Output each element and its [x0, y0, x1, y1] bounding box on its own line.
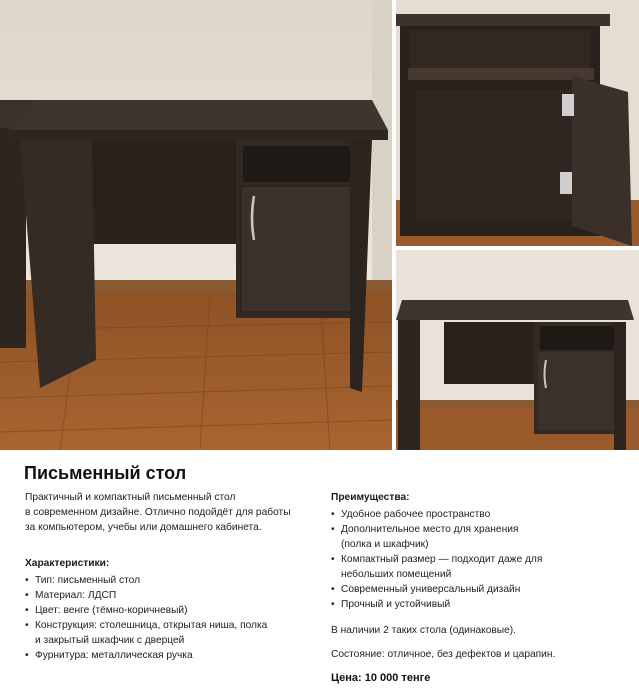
advantage-item: • Современный универсальный дизайн	[331, 582, 631, 597]
cabinet-open-illustration	[396, 0, 639, 246]
listing-title: Письменный стол	[24, 463, 187, 483]
spec-item: • Конструкция: столешница, открытая ниша, полка и закрытый шкафчик с дверцей	[25, 618, 315, 648]
advantage-item: • Компактный размер — подходит даже для небольших помещений	[331, 552, 631, 582]
listing-description	[25, 490, 315, 535]
condition-text: Состояние: отличное, без дефектов и царапин.	[331, 649, 556, 660]
advantages-list	[331, 507, 631, 612]
advantage-item: • Прочный и устойчивый	[331, 597, 631, 612]
availability-text: В наличии 2 таких стола (одинаковые).	[331, 625, 517, 636]
spec-item: • Фурнитура: металлическая ручка	[25, 648, 315, 663]
description-line: за компьютером, учебы или домашнего кабинета.	[25, 522, 262, 533]
advantages-heading: Преимущества:	[331, 492, 410, 503]
advantage-item: • Дополнительное место для хранения (полка и шкафчик)	[331, 522, 631, 552]
desk-front-illustration	[0, 0, 392, 450]
spec-item: • Цвет: венге (тёмно-коричневый)	[25, 603, 315, 618]
left-column	[25, 490, 315, 663]
photo-desk-second[interactable]	[396, 250, 639, 450]
advantage-item: • Удобное рабочее пространство	[331, 507, 631, 522]
desk-second-illustration	[396, 250, 639, 450]
spec-item: • Тип: письменный стол	[25, 573, 315, 588]
spec-item: • Материал: ЛДСП	[25, 588, 315, 603]
description-line: в современном дизайне. Отлично подойдёт для работы	[25, 507, 291, 518]
price-text: Цена: 10 000 тенге	[331, 672, 431, 684]
specs-heading: Характеристики:	[25, 558, 110, 569]
description-line: Практичный и компактный письменный стол	[25, 492, 236, 503]
photo-cabinet-open[interactable]	[396, 0, 639, 246]
specs-list	[25, 573, 315, 663]
right-column	[331, 490, 631, 684]
listing-info	[0, 450, 639, 699]
photo-desk-front[interactable]	[0, 0, 392, 450]
